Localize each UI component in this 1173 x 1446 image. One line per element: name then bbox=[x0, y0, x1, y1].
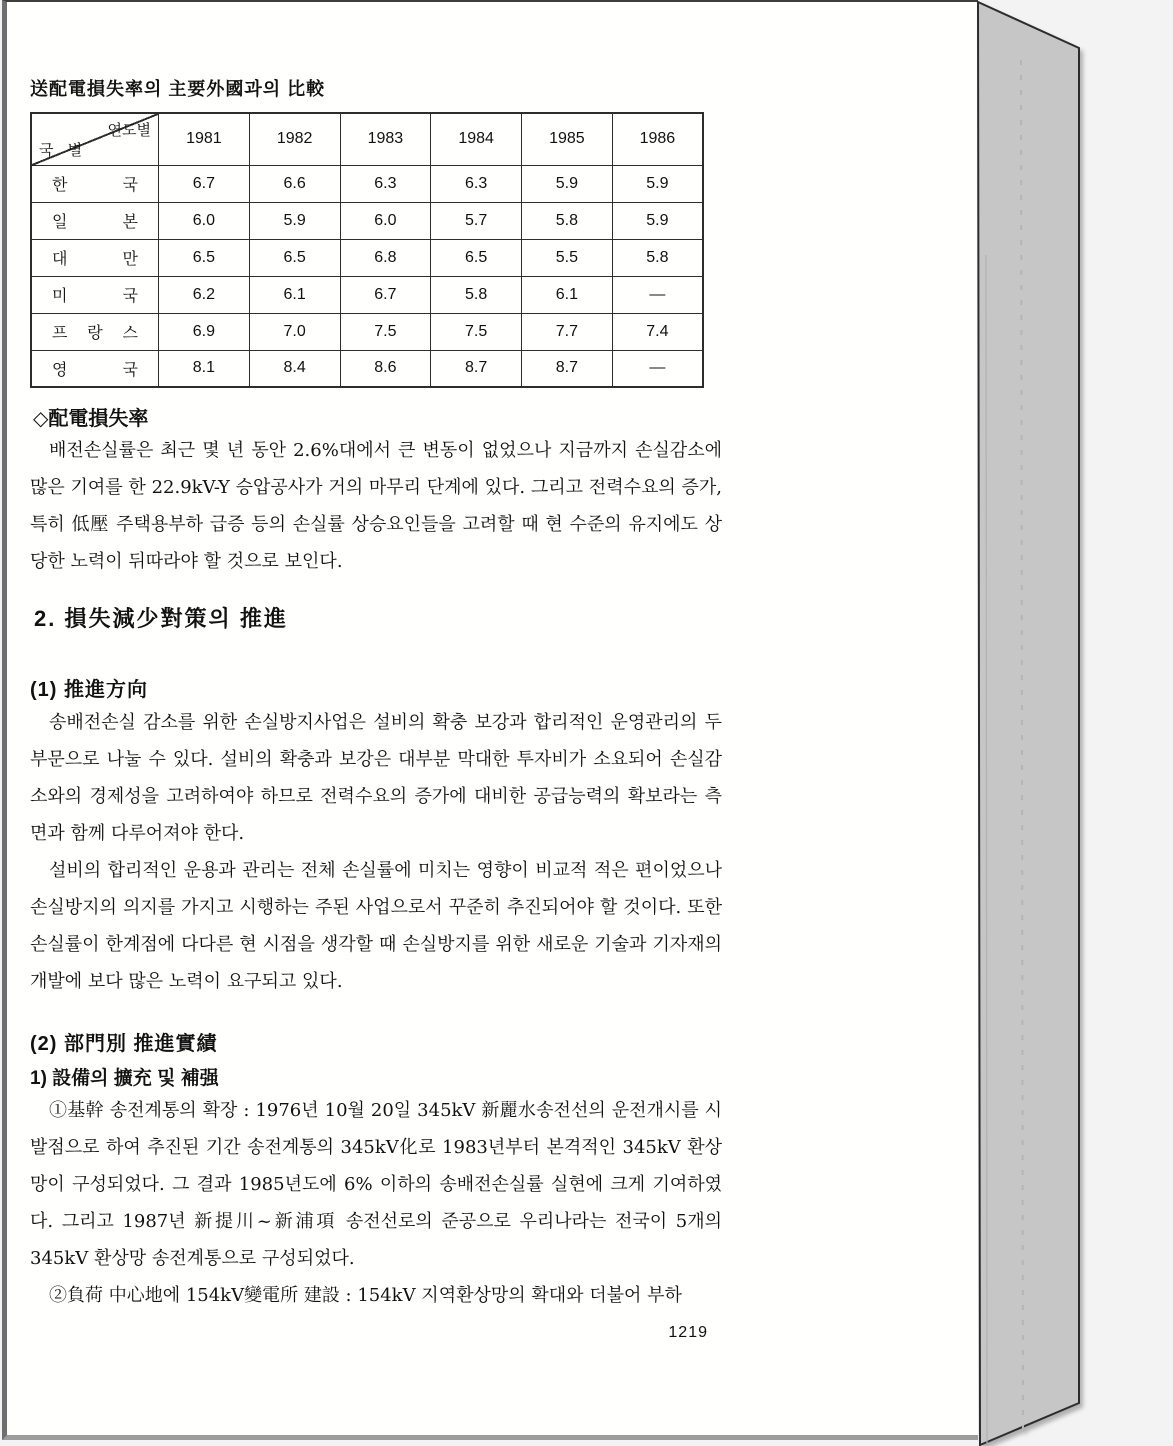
document-page bbox=[2, 0, 978, 1440]
value-cell: 8.7 bbox=[431, 350, 522, 387]
subsection-1-heading: (1) 推進方向 bbox=[30, 679, 148, 701]
country-name: 대 만 bbox=[52, 251, 138, 268]
value-cell: 8.6 bbox=[340, 350, 431, 387]
distribution-loss-paragraph: 배전손실률은 최근 몇 년 동안 2.6%대에서 큰 변동이 없었으나 지금까지 손실감소에 많은 기여를 한 22.9kV-Y 승압공사가 거의 마무리 단계에 있다. 그리고 전력수요의 증가, 특히 低壓 주택용부하 급증 등의 손실률 상승요인들을 고려할 때 현 수준의 유지에도 상당한 노력이 뒤따라야 할 것으로 보인다. bbox=[30, 440, 722, 572]
value-cell: 5.8 bbox=[431, 276, 522, 313]
corner-cell bbox=[31, 113, 159, 165]
section-2-heading: 2. 損失減少對策의 推進 bbox=[34, 606, 288, 631]
country-cell bbox=[31, 350, 159, 387]
value-cell: 6.0 bbox=[340, 202, 431, 239]
page-edge-texture-line bbox=[986, 255, 987, 1443]
value-cell: 5.8 bbox=[612, 239, 703, 276]
table-header-row bbox=[31, 113, 703, 165]
distribution-loss-heading: ◇配電損失率 bbox=[33, 406, 149, 430]
country-cell bbox=[31, 165, 159, 202]
value-cell: — bbox=[612, 276, 703, 313]
value-cell: 7.7 bbox=[522, 313, 613, 350]
page-edge-texture-line bbox=[1021, 60, 1023, 1437]
country-name: 일 본 bbox=[52, 214, 138, 231]
table-row bbox=[31, 276, 703, 313]
corner-label-country: 국 별 bbox=[39, 141, 88, 159]
subsection-1-paragraph-2: 설비의 합리적인 운용과 관리는 전체 손실률에 미치는 영향이 비교적 적은 편이었으나 손실방지의 의지를 가지고 시행하는 주된 사업으로서 꾸준히 추진되어야 할 것이다. 또한 손실률이 한계점에 다다른 현 시점을 생각할 때 손실방지를 위한 새로운 기술과 기자재의 개발에 보다 많은 노력이 요구되고 있다. bbox=[30, 860, 722, 992]
value-cell: 8.7 bbox=[522, 350, 613, 387]
value-cell: 6.8 bbox=[340, 239, 431, 276]
loss-rate-table bbox=[30, 112, 704, 388]
year-header: 1982 bbox=[249, 113, 340, 165]
body-text bbox=[30, 404, 722, 1342]
subsection-2-paragraph-1: ①基幹 송전계통의 확장 : 1976년 10월 20일 345kV 新麗水송전선의 운전개시를 시발점으로 하여 추진된 기간 송전계통의 345kV化로 1983년부터 본격적인 345kV 환상망이 구성되었다. 그 결과 1985년도에 6% 이하의 송배전손실률 실현에 크게 기여하였다. 그리고 1987년 新提川~新浦項 송전선로의 준공으로 우리나라는 전국이 5개의 345kV 환상망 송전계통으로 구성되었다. bbox=[30, 1100, 722, 1269]
table-title: 送配電損失率의 主要外國과의 比較 bbox=[30, 79, 326, 99]
value-cell: 6.3 bbox=[340, 165, 431, 202]
country-cell bbox=[31, 276, 159, 313]
value-cell: 6.7 bbox=[340, 276, 431, 313]
value-cell: 5.9 bbox=[522, 165, 613, 202]
value-cell: 7.4 bbox=[612, 313, 703, 350]
value-cell: 5.9 bbox=[249, 202, 340, 239]
value-cell: 6.6 bbox=[249, 165, 340, 202]
table-row bbox=[31, 239, 703, 276]
table-row bbox=[31, 350, 703, 387]
subsection-2-heading: (2) 部門別 推進實績 bbox=[30, 1033, 218, 1055]
value-cell: 5.5 bbox=[522, 239, 613, 276]
value-cell: 6.1 bbox=[249, 276, 340, 313]
value-cell: 5.8 bbox=[522, 202, 613, 239]
country-cell bbox=[31, 313, 159, 350]
country-name: 영 국 bbox=[52, 361, 138, 379]
value-cell: 7.5 bbox=[340, 313, 431, 350]
value-cell: 6.5 bbox=[159, 239, 250, 276]
value-cell: 5.9 bbox=[612, 202, 703, 239]
value-cell: — bbox=[612, 350, 703, 387]
corner-label-year: 연도별 bbox=[107, 122, 151, 139]
subsection-2-item-heading: 1) 設備의 擴充 및 補强 bbox=[30, 1068, 219, 1089]
year-header: 1985 bbox=[522, 113, 613, 165]
subsection-1-paragraph-1: 송배전손실 감소를 위한 손실방지사업은 설비의 확충 보강과 합리적인 운영관리의 두 부문으로 나눌 수 있다. 설비의 확충과 보강은 대부분 막대한 투자비가 소요되어 손실감소와의 경제성을 고려하여야 하므로 전력수요의 증가에 대비한 공급능력의 확보라는 측면과 함께 다루어져야 한다. bbox=[30, 712, 722, 844]
year-header: 1983 bbox=[340, 113, 431, 165]
country-cell bbox=[31, 202, 159, 239]
value-cell: 8.1 bbox=[159, 350, 250, 387]
value-cell: 6.2 bbox=[159, 276, 250, 313]
value-cell: 6.0 bbox=[159, 202, 250, 239]
value-cell: 5.9 bbox=[612, 165, 703, 202]
value-cell: 7.0 bbox=[249, 313, 340, 350]
year-header: 1984 bbox=[431, 113, 522, 165]
year-header: 1981 bbox=[159, 113, 250, 165]
value-cell: 6.9 bbox=[159, 313, 250, 350]
country-name: 프 랑 스 bbox=[52, 325, 138, 342]
value-cell: 6.5 bbox=[249, 239, 340, 276]
value-cell: 7.5 bbox=[431, 313, 522, 350]
country-name: 미 국 bbox=[52, 288, 138, 305]
table-row bbox=[31, 202, 703, 239]
value-cell: 6.1 bbox=[522, 276, 613, 313]
value-cell: 6.3 bbox=[431, 165, 522, 202]
year-header: 1986 bbox=[612, 113, 703, 165]
country-cell bbox=[31, 239, 159, 276]
table-row bbox=[31, 165, 703, 202]
value-cell: 6.7 bbox=[159, 165, 250, 202]
page-content bbox=[7, 76, 722, 1342]
country-name: 한 국 bbox=[52, 177, 138, 194]
value-cell: 5.7 bbox=[431, 202, 522, 239]
table-row bbox=[31, 313, 703, 350]
page-stack-face bbox=[978, 2, 1079, 1445]
value-cell: 6.5 bbox=[431, 239, 522, 276]
page-number: 1219 bbox=[668, 1324, 708, 1341]
subsection-2-paragraph-2: ②負荷 中心地에 154kV變電所 建設 : 154kV 지역환상망의 확대와 더불어 부하 bbox=[49, 1285, 682, 1306]
value-cell: 8.4 bbox=[249, 350, 340, 387]
